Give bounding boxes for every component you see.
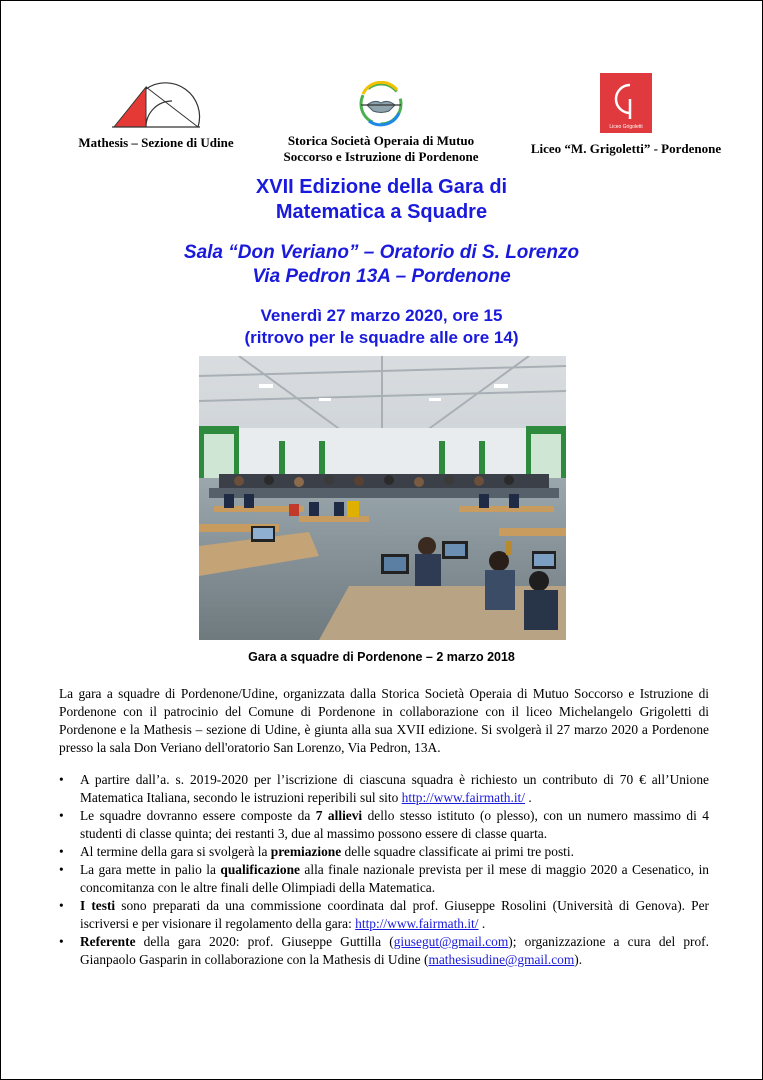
list-item [59,843,709,861]
item-text-end: . [525,790,532,805]
item-bold: I testi [80,898,116,913]
event-date-line-1: Venerdì 27 marzo 2020, ore 15 [260,306,503,325]
event-title [1,175,762,225]
list-item [59,897,709,933]
item-text-end: ). [574,952,583,967]
liceo-logo-block [526,73,726,157]
societa-operaia-logo-block [266,81,496,165]
societa-caption-line-2: Soccorso e Istruzione di Pordenone [283,149,479,164]
event-date-line-2: (ritrovo per le squadre alle ore 14) [244,328,519,347]
email-link-referente[interactable]: giusegut@gmail.com [393,934,509,949]
item-bold: qualificazione [220,862,300,877]
liceo-caption: Liceo “M. Grigoletti” - Pordenone [530,141,722,156]
bullet-icon: • [59,898,64,913]
event-venue-line-1: Sala “Don Veriano” – Oratorio di S. Lorenzo [183,242,580,263]
fairmath-link[interactable]: http://www.fairmath.it/ [401,790,526,805]
photo-caption: Gara a squadre di Pordenone – 2 marzo 2018 [248,650,515,664]
societa-caption-line-1: Storica Società Operaia di Mutuo [287,133,475,148]
item-text: sono preparati da una commissione coordinata dal prof. Giuseppe Rosolini (Università di Genova). Per iscriversi e per visionare il regolamento della gara: [80,898,709,931]
item-text-end: dello stesso istituto (o plesso), con un numero massimo di 4 studenti di classe quinta; dei restanti 3, due al massimo possono essere di classe quarta. [80,808,709,841]
item-text: della gara 2020: prof. Giuseppe Guttilla ( [135,934,394,949]
mathesis-caption: Mathesis – Sezione di Udine [78,135,234,150]
mathesis-logo-block [56,81,256,151]
list-item [59,861,709,897]
handshake-logo-icon [355,81,407,127]
info-list [59,771,709,969]
event-photo [199,356,566,640]
item-text: A partire dall’a. s. 2019-2020 per l’iscrizione di ciascuna squadra è richiesto un contributo di 70 € all’Unione Matematica Italiana, secondo le istruzioni reperibili sul sito [80,772,709,805]
event-title-line-1: XVII Edizione della Gara di [255,176,508,198]
item-text: Le squadre dovranno essere composte da [80,808,316,823]
bullet-icon: • [59,934,64,949]
item-text-end: . [478,916,486,931]
list-item [59,771,709,807]
fairmath-link[interactable]: http://www.fairmath.it/ [355,916,479,931]
item-bold: 7 allievi [315,808,363,823]
event-title-line-2: Matematica a Squadre [275,201,488,223]
intro-paragraph: La gara a squadre di Pordenone/Udine, organizzata dalla Storica Società Operaia di Mutuo Soccorso e Istruzione di Pordenone con il patrocinio del Comune di Pordenone in collaborazione con il liceo Michelangelo Grigoletti di Pordenone e la Mathesis – sezione di Udine, è giunta alla sua XVII edizione. Si svolgerà il 27 marzo 2020 a Pordenone presso la sala Don Veriano dell'oratorio San Lorenzo, Via Pedron, 13A. [59,686,709,755]
item-text-mid: ); organizzazione a cura del prof. Gianpaolo Gasparin in collaborazione con la Mathesis di Udine ( [80,934,709,967]
bullet-icon: • [59,808,64,823]
liceo-logo-icon [600,73,652,133]
liceo-logo-text: Liceo Grigoletti [609,124,643,130]
mathesis-logo-icon [110,81,202,129]
event-date [1,305,762,349]
bullet-icon: • [59,772,64,787]
list-item [59,933,709,969]
list-item [59,807,709,843]
bullet-icon: • [59,862,64,877]
item-text: La gara mette in palio la [80,862,221,877]
item-bold: Referente [80,934,136,949]
item-text: Al termine della gara si svolgerà la [80,844,271,859]
email-link-mathesis[interactable]: mathesisudine@gmail.com [428,952,575,967]
event-venue [1,241,762,289]
event-venue-line-2: Via Pedron 13A – Pordenone [252,266,511,287]
item-text-end: alla finale nazionale prevista per il mese di maggio 2020 a Cesenatico, in concomitanza con le altre finali delle Olimpiadi della Matematica. [80,862,709,895]
item-bold: premiazione [270,844,342,859]
item-text-end: delle squadre classificate ai primi tre posti. [341,844,574,859]
bullet-icon: • [59,844,64,859]
